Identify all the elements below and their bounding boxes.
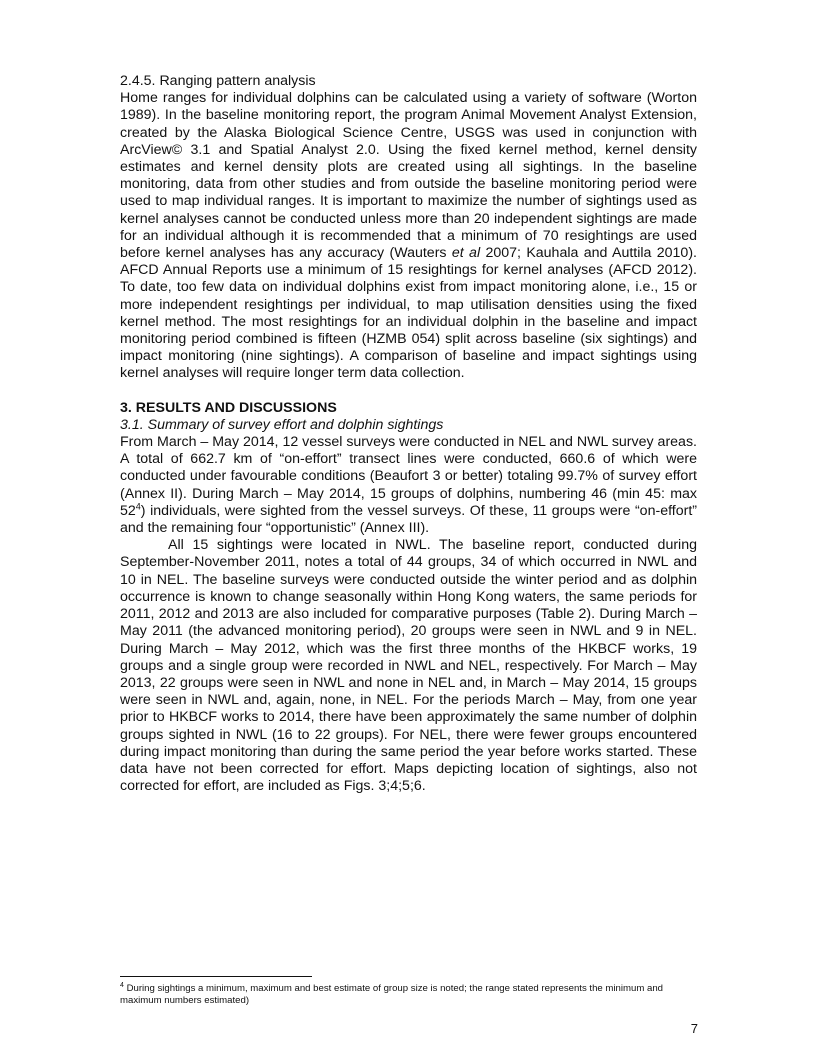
- paragraph-text: Home ranges for individual dolphins can be calculated using a variety of software (Worton 1989). In the baseline monitoring report, the program Animal Movement Analyst Extension, created by the Alaska Biological Science Centre, USGS was used in conjunction with ArcView© 3.1 and Spatial Analyst 2.0. Using the fixed kernel method, kernel density estimates and kernel density plots are created using all sightings. In the baseline monitoring, data from other studies and from outside the baseline monitoring period were used to map individual ranges. It is important to maximize the number of sightings used as kernel analyses cannot be conducted unless more than 20 independent sightings are made for an individual although it is recommended that a minimum of 70 resightings are used before kernel analyses has any accuracy (Wauters: [120, 90, 697, 262]
- sightings-paragraph: All 15 sightings were located in NWL. The baseline report, conducted during September-November 2011, notes a total of 44 groups, 34 of which occurred in NWL and 10 in NEL. The baseline surveys were conducted outside the winter period and as dolphin occurrence is known to change seasonally within Hong Kong waters, the same periods for 2011, 2012 and 2013 are also included for comparative purposes (Table 2). During March – May 2011 (the advanced monitoring period), 20 groups were seen in NWL and 9 in NEL. During March – May 2012, which was the first three months of the HKBCF works, 19 groups and a single group were recorded in NWL and NEL, respectively. For March – May 2013, 22 groups were seen in NWL and none in NEL and, in March – May 2014, 15 groups were seen in NWL and, again, none, in NEL. For the periods March – May, from one year prior to HKBCF works to 2014, there have been approximately the same number of dolphin groups sighted in NWL (16 to 22 groups). For NEL, there were fewer groups encountered during impact monitoring than during the same period the year before works started. These data have not been corrected for effort. Maps depicting location of sightings, also not corrected for effort, are included as Figs. 3;4;5;6.: [120, 537, 697, 795]
- footnote-reference: 4: [135, 501, 141, 512]
- footnote-divider: [120, 976, 312, 977]
- main-content: [120, 73, 697, 795]
- section-heading-2-4-5: 2.4.5. Ranging pattern analysis: [120, 73, 316, 89]
- section-heading-3: 3. RESULTS AND DISCUSSIONS: [120, 399, 337, 416]
- page-number: 7: [690, 1021, 698, 1036]
- footnote-marker: 4: [120, 981, 124, 989]
- footnote: [120, 983, 697, 1007]
- italic-citation: et al: [451, 245, 481, 262]
- survey-effort-paragraph: [120, 434, 697, 537]
- paragraph-text-continued: 2007; Kauhala and Auttila 2010). AFCD Annual Reports use a minimum of 15 resightings for kernel analyses (AFCD 2012). To date, too few data on individual dolphins exist from impact monitoring alone, i.e., 15 or more independent resightings per individual, to map utilisation densities using the fixed kernel method. The most resightings for an individual dolphin in the baseline and impact monitoring period combined is fifteen (HZMB 054) split across baseline (six sightings) and impact monitoring (nine sightings). A comparison of baseline and impact sightings using kernel analyses will require longer term data collection.: [120, 245, 697, 382]
- subsection-heading-3-1: 3.1. Summary of survey effort and dolphin sightings: [120, 416, 444, 433]
- paragraph-text-continued: ) individuals, were sighted from the vessel surveys. Of these, 11 groups were “on-effort” and the remaining four “opportunistic” (Annex III).: [120, 502, 697, 537]
- paragraph-text: From March – May 2014, 12 vessel surveys were conducted in NEL and NWL survey areas. A total of 662.7 km of “on-effort” transect lines were conducted, 660.6 of which were conducted under favourable conditions (Beaufort 3 or better) totaling 99.7% of survey effort (Annex II). During March – May 2014, 15 groups of dolphins, numbering 46 (min 45: max 52: [120, 434, 697, 519]
- section-spacer: [120, 383, 697, 400]
- ranging-pattern-paragraph: [120, 90, 697, 382]
- footnote-text: During sightings a minimum, maximum and best estimate of group size is noted; the range stated represents the minimum and maximum numbers estimated): [120, 983, 664, 1006]
